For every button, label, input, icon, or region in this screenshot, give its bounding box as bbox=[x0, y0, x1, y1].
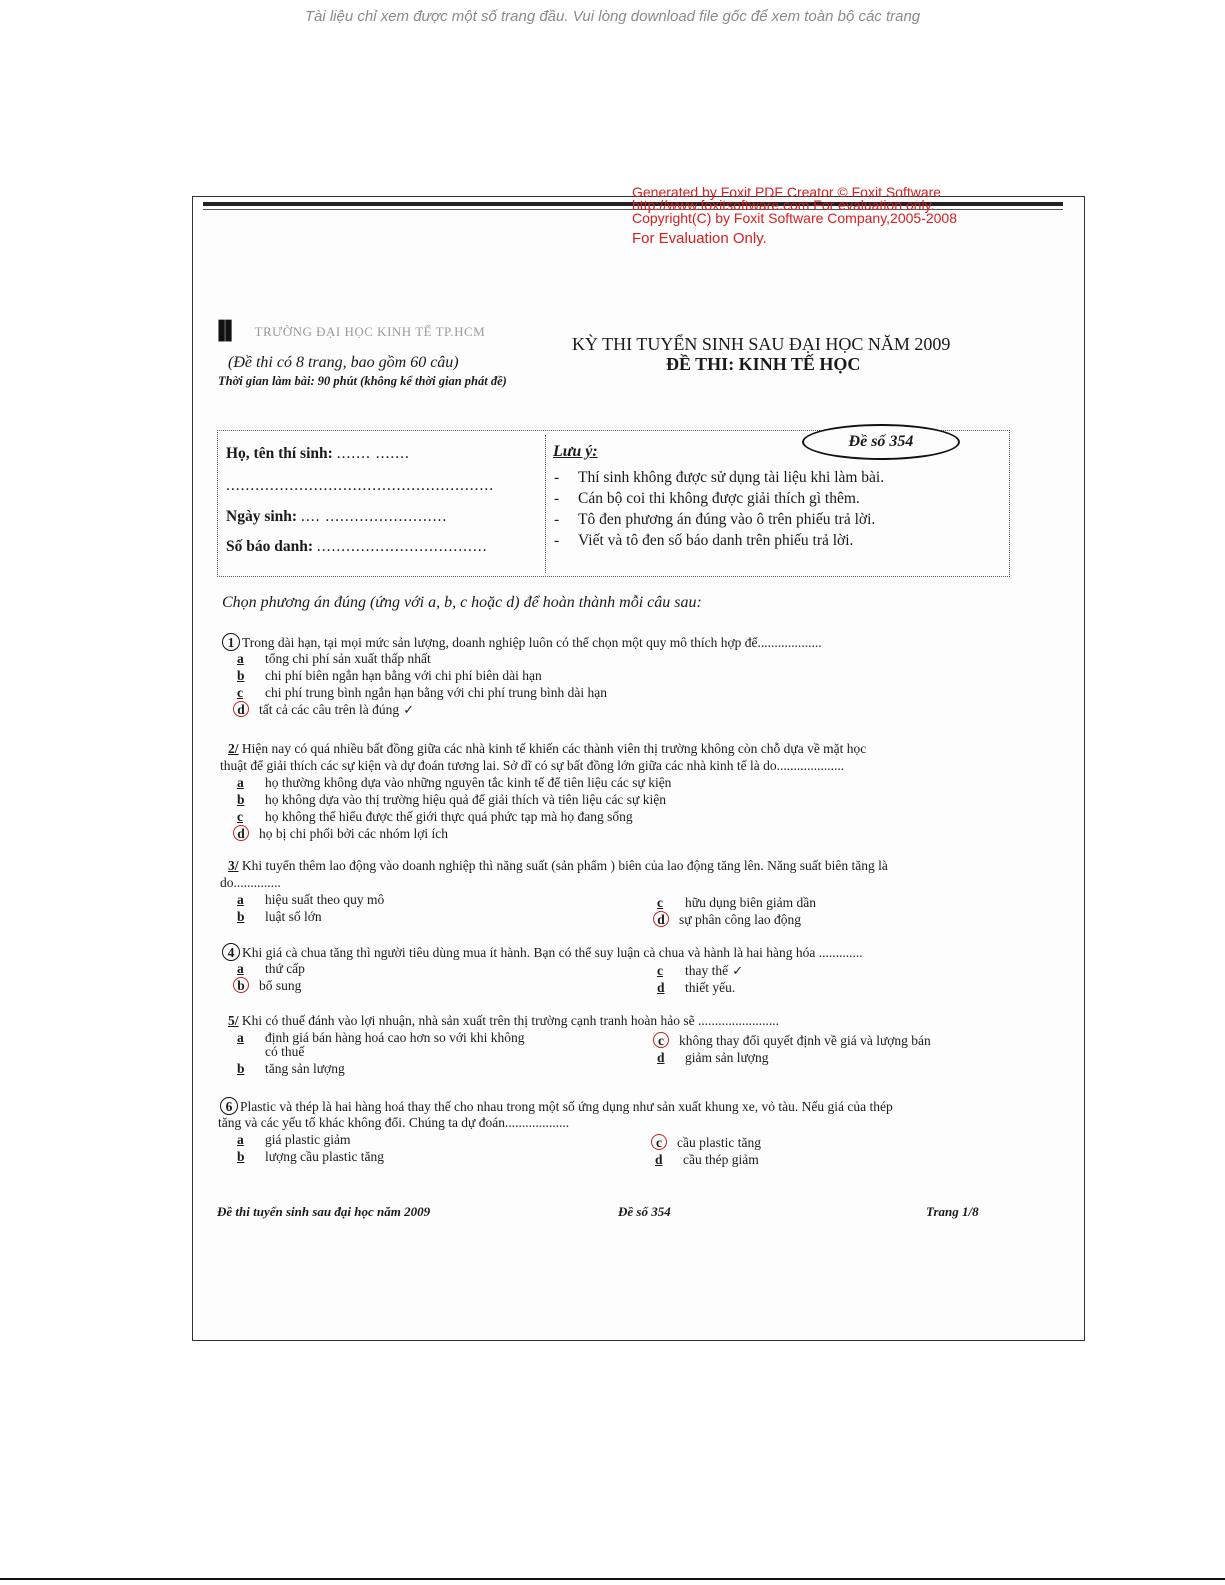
option-letter: a bbox=[237, 892, 244, 907]
option-c-selected bbox=[651, 1134, 761, 1151]
note-item: - Cán bộ coi thi không được giải thích gì thêm. bbox=[554, 490, 860, 507]
option-text: bổ sung bbox=[259, 978, 302, 993]
foxit-watermark bbox=[632, 186, 1052, 247]
option-d bbox=[657, 1049, 768, 1066]
option-b bbox=[237, 908, 322, 925]
option-b bbox=[237, 667, 542, 684]
watermark-line1: Generated by Foxit PDF Creator © Foxit Software bbox=[632, 184, 942, 200]
option-a bbox=[237, 1131, 350, 1148]
option-text: họ bị chi phối bởi các nhóm lợi ích bbox=[259, 826, 448, 841]
option-b bbox=[237, 1148, 384, 1165]
answer-circle-icon: c bbox=[651, 1134, 667, 1150]
question-3-cont: do.............. bbox=[220, 875, 281, 890]
question-2 bbox=[228, 740, 866, 757]
name-field bbox=[226, 445, 410, 463]
question-number: 2/ bbox=[228, 741, 239, 756]
note-item: - Tô đen phương án đúng vào ô trên phiếu trả lời. bbox=[554, 511, 876, 528]
checkmark-icon: ✓ bbox=[399, 703, 415, 718]
option-a bbox=[237, 960, 305, 977]
answer-circle-icon: d bbox=[233, 701, 249, 717]
exam-code-oval: Đề số 354 bbox=[802, 424, 960, 460]
option-text: định giá bán hàng hoá cao hơn so với khi không bbox=[265, 1030, 525, 1045]
exam-title: KỲ THI TUYỂN SINH SAU ĐẠI HỌC NĂM 2009 bbox=[572, 334, 951, 354]
option-letter: a bbox=[237, 651, 244, 666]
option-text: tăng sản lượng bbox=[265, 1061, 345, 1076]
option-text: hữu dụng biên giảm dần bbox=[685, 895, 817, 910]
option-c bbox=[237, 808, 633, 825]
option-letter: b bbox=[237, 792, 245, 807]
id-label: Số báo danh: bbox=[226, 538, 314, 555]
option-text: hiệu suất theo quy mô bbox=[265, 892, 385, 907]
footer-page-number: Trang 1/8 bbox=[926, 1204, 979, 1219]
question-5 bbox=[228, 1012, 779, 1029]
watermark-line3: For Evaluation Only. bbox=[632, 230, 767, 247]
school-text: TRƯỜNG ĐẠI HỌC KINH TẾ TP.HCM bbox=[254, 324, 486, 339]
option-text: cầu plastic tăng bbox=[677, 1135, 761, 1150]
question-6-cont: tăng và các yếu tố khác không đổi. Chúng ta dự đoán................... bbox=[218, 1115, 570, 1130]
option-d bbox=[657, 979, 735, 996]
option-letter: b bbox=[237, 668, 245, 683]
question-2-cont: thuật để giải thích các sự kiện và dự đoán tương lai. Sở dĩ có sự bất đồng lớn giữa các nhà kinh tế là do.................... bbox=[220, 758, 845, 773]
option-a bbox=[237, 650, 431, 667]
answer-circle-icon: c bbox=[653, 1032, 669, 1048]
question-number: 3/ bbox=[228, 858, 239, 873]
option-letter: c bbox=[657, 963, 663, 978]
question-number: 5/ bbox=[228, 1013, 239, 1028]
question-text: Trong dài hạn, tại mọi mức sản lượng, doanh nghiệp luôn có thể chọn một quy mô thích hợp để................... bbox=[242, 635, 822, 650]
notes-title: Lưu ý: bbox=[553, 443, 598, 460]
option-d-selected bbox=[233, 825, 448, 842]
note-item: - Thí sinh không được sử dụng tài liệu khi làm bài. bbox=[554, 469, 885, 486]
option-letter: a bbox=[237, 961, 244, 976]
option-letter: d bbox=[657, 980, 665, 995]
option-text: thứ cấp bbox=[265, 961, 305, 976]
bottom-rule bbox=[0, 1578, 1225, 1580]
option-text: họ không dựa vào thị trường hiệu quả để giải thích và tiên liệu các sự kiện bbox=[265, 792, 666, 807]
option-letter: b bbox=[237, 1149, 245, 1164]
option-letter: c bbox=[237, 809, 243, 824]
pages-note: (Đề thi có 8 trang, bao gồm 60 câu) bbox=[228, 354, 459, 371]
time-note: Thời gian làm bài: 90 phút (không kể thời gian phát đề) bbox=[218, 374, 507, 388]
option-b-selected bbox=[233, 977, 301, 994]
question-number-circled: 6 bbox=[220, 1097, 238, 1115]
note-text: Tô đen phương án đúng vào ô trên phiếu trả lời. bbox=[578, 511, 876, 528]
option-letter: c bbox=[237, 685, 243, 700]
option-text: chi phí trung bình ngắn hạn bằng với chi phí trung bình dài hạn bbox=[265, 685, 607, 700]
question-1 bbox=[222, 633, 822, 651]
option-letter: b bbox=[237, 1061, 245, 1076]
option-letter: a bbox=[237, 775, 244, 790]
option-text: giảm sản lượng bbox=[685, 1050, 769, 1065]
question-text: Khi có thuế đánh vào lợi nhuận, nhà sản xuất trên thị trường cạnh tranh hoàn hảo sẽ ........................ bbox=[241, 1013, 779, 1028]
option-letter: d bbox=[655, 1152, 663, 1167]
question-number-circled: 4 bbox=[222, 943, 240, 961]
option-c-selected bbox=[653, 1032, 931, 1049]
option-d-selected bbox=[233, 701, 414, 719]
answer-circle-icon: b bbox=[233, 977, 249, 993]
question-text: Khi tuyển thêm lao động vào doanh nghiệp thì năng suất (sản phẩm ) biên của lao động tăng lên. Năng suất biên tăng là bbox=[241, 858, 888, 873]
option-text: chi phí biên ngắn hạn bằng với chi phí biên dài hạn bbox=[265, 668, 542, 683]
note-text: Viết và tô đen số báo danh trên phiếu trả lời. bbox=[578, 532, 854, 549]
dob-label: Ngày sinh: bbox=[226, 508, 298, 525]
option-letter: b bbox=[237, 909, 245, 924]
note-text: Cán bộ coi thi không được giải thích gì thêm. bbox=[578, 490, 860, 507]
option-b bbox=[237, 1060, 345, 1077]
instruction: Chọn phương án đúng (ứng với a, b, c hoặc d) để hoàn thành mỗi câu sau: bbox=[222, 594, 702, 611]
watermark-line2: http://www.foxitsoftware.com For evaluation only. bbox=[632, 197, 935, 213]
option-text: họ không thể hiểu được thế giới thực quá phức tạp mà họ đang sống bbox=[265, 809, 633, 824]
question-number-circled: 1 bbox=[222, 633, 240, 651]
answer-circle-icon: d bbox=[653, 911, 669, 927]
name-dots: ....... ....... bbox=[336, 445, 410, 462]
question-3 bbox=[228, 857, 888, 874]
option-text: luật số lớn bbox=[265, 909, 322, 924]
name-label: Họ, tên thí sinh: bbox=[226, 445, 333, 462]
option-text: sự phân công lao động bbox=[679, 912, 802, 927]
option-text: thay thế bbox=[685, 963, 729, 978]
option-letter: c bbox=[657, 895, 663, 910]
answer-circle-icon: d bbox=[233, 825, 249, 841]
question-text: Plastic và thép là hai hàng hoá thay thế cho nhau trong một số ứng dụng như sản xuất khung xe, vỏ tàu. Nếu giá của thép bbox=[240, 1099, 893, 1114]
option-text: cầu thép giảm bbox=[683, 1152, 759, 1167]
school-logo-icon: ▐▌ bbox=[212, 320, 239, 340]
watermark-line2b: Copyright(C) by Foxit Software Company,2005-2008 bbox=[632, 210, 958, 226]
option-b bbox=[237, 791, 666, 808]
option-letter: a bbox=[237, 1132, 244, 1147]
exam-subject: ĐỀ THI: KINH TẾ HỌC bbox=[666, 354, 861, 374]
id-field: Số báo danh: ................................... bbox=[226, 538, 488, 555]
option-text: tất cả các câu trên là đúng bbox=[259, 702, 400, 717]
option-text: họ thường không dựa vào những nguyên tắc kinh tế để tiên liệu các sự kiện bbox=[265, 775, 672, 790]
option-a bbox=[237, 891, 384, 908]
checkmark-icon: ✓ bbox=[728, 964, 744, 979]
question-4 bbox=[222, 943, 863, 961]
info-divider bbox=[545, 435, 546, 573]
question-text: Hiện nay có quá nhiều bất đồng giữa các nhà kinh tế khiến các thành viên thị trường không còn chỗ dựa về mặt học bbox=[241, 741, 867, 756]
option-c bbox=[237, 684, 607, 701]
name-field-line2: ....................................................... bbox=[226, 477, 495, 494]
option-text: lượng cầu plastic tăng bbox=[265, 1149, 385, 1164]
note-item: - Viết và tô đen số báo danh trên phiếu trả lời. bbox=[554, 532, 854, 549]
question-text: Khi giá cà chua tăng thì người tiêu dùng mua ít hành. Bạn có thể suy luận cà chua và hành là hai hàng hóa ............. bbox=[242, 945, 863, 960]
option-letter: a bbox=[237, 1030, 244, 1045]
preview-banner: Tài liệu chỉ xem được một số trang đầu. Vui lòng download file gốc để xem toàn bộ các trang bbox=[304, 8, 921, 25]
option-d-selected bbox=[653, 911, 801, 928]
option-text: không thay đổi quyết định về giá và lượng bán bbox=[679, 1033, 931, 1048]
option-letter: d bbox=[657, 1050, 665, 1065]
school-name bbox=[212, 320, 485, 341]
option-text: tổng chi phí sản xuất thấp nhất bbox=[265, 651, 431, 666]
option-a-cont: có thuế bbox=[265, 1044, 305, 1059]
footer-left: Đề thi tuyển sinh sau đại học năm 2009 bbox=[217, 1204, 431, 1219]
option-c bbox=[657, 962, 743, 980]
option-c bbox=[657, 894, 816, 911]
option-text: thiết yếu. bbox=[685, 980, 736, 995]
dob-field: Ngày sinh: .... ......................... bbox=[226, 508, 448, 525]
footer-center: Đề số 354 bbox=[618, 1204, 671, 1219]
note-text: Thí sinh không được sử dụng tài liệu khi làm bài. bbox=[578, 469, 885, 486]
option-a bbox=[237, 774, 671, 791]
option-d bbox=[655, 1151, 759, 1168]
question-6 bbox=[220, 1097, 893, 1115]
option-text: giá plastic giảm bbox=[265, 1132, 351, 1147]
